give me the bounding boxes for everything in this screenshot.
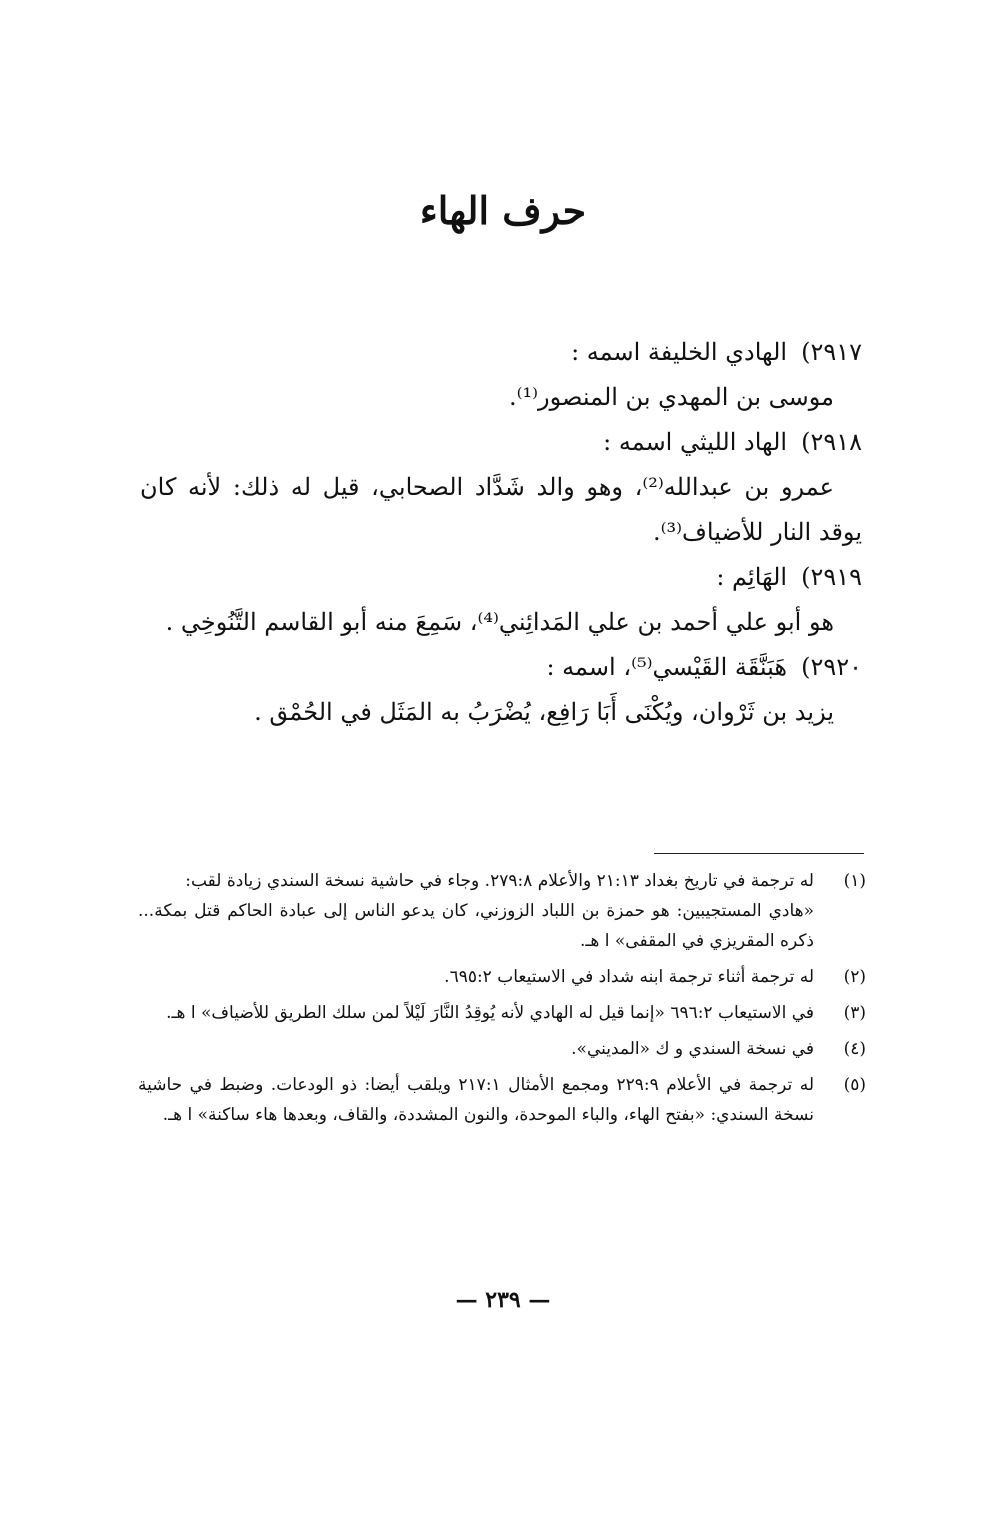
entry-heading-line xyxy=(140,420,862,465)
entry-body: يزيد بن ثَرْوان، ويُكْنَى أَبَا رَافِع، يُضْرَبُ به المَثَل في الحُمْق . xyxy=(254,698,834,726)
footnote-text xyxy=(138,962,814,992)
entry-heading-line xyxy=(140,330,862,375)
entry-body: عمرو بن عبدالله⁽²⁾، وهو والد شَدَّاد الصحابي، قيل له ذلك: لأنه كان يوقد النار للأضياف⁽³⁾. xyxy=(140,473,862,546)
footnote-paragraph: في نسخة السندي و ك «المديني». xyxy=(571,1039,814,1059)
footnote-mark: (١) xyxy=(843,871,866,891)
entry xyxy=(140,555,862,645)
footnote-text xyxy=(138,1034,814,1064)
entry-heading: الهادي الخليفة اسمه : xyxy=(571,338,788,366)
entry-heading: الهاد الليثي اسمه : xyxy=(603,428,788,456)
entry-number: ٢٩١٩) xyxy=(801,563,862,591)
entry-number: ٢٩٢٠) xyxy=(801,653,862,681)
footnote xyxy=(138,1070,866,1130)
entry-heading-line xyxy=(140,555,862,600)
footnote-text xyxy=(138,866,814,956)
footnote xyxy=(138,998,866,1028)
entry xyxy=(140,330,862,420)
footnote-mark: (٢) xyxy=(843,967,866,987)
footnote-mark: (٥) xyxy=(843,1075,866,1095)
footnote-text xyxy=(138,1070,814,1130)
entry-body: هو أبو علي أحمد بن علي المَدائِني⁽⁴⁾، سَمِعَ منه أبو القاسم التَّنُوخِي . xyxy=(165,608,834,636)
entry-heading: الهَائِم : xyxy=(716,563,788,591)
entries-section xyxy=(140,330,862,735)
entry-heading-line xyxy=(140,645,862,690)
footnote-text xyxy=(138,998,814,1028)
entry-number: ٢٩١٧) xyxy=(801,338,862,366)
entry xyxy=(140,420,862,555)
page-number: — ٢٣٩ — xyxy=(455,1287,551,1313)
entry-body: موسى بن المهدي بن المنصور⁽¹⁾. xyxy=(508,383,834,411)
footnotes-section xyxy=(138,866,866,1136)
entry-heading: هَبَنَّقَة القَيْسي⁽⁵⁾، اسمه : xyxy=(546,653,788,681)
footnote-paragraph: له ترجمة في تاريخ بغداد ٢١:١٣ والأعلام ٢٧٩:٨. وجاء في حاشية نسخة السندي زيادة لقب: xyxy=(185,871,814,891)
page-title: حرف الهاء xyxy=(419,188,587,233)
footnote xyxy=(138,1034,866,1064)
footnote-mark: (٤) xyxy=(843,1039,866,1059)
footnote-paragraph: في الاستيعاب ٦٩٦:٢ «إنما قيل له الهادي لأنه يُوقِدُ النَّارَ لَيْلاً لمن سلك الطريق للأضياف» ا هـ. xyxy=(166,1003,814,1023)
footnote xyxy=(138,866,866,956)
entry xyxy=(140,645,862,735)
footnote-paragraph: له ترجمة أثناء ترجمة ابنه شداد في الاستيعاب ٦٩٥:٢. xyxy=(444,967,814,987)
entry-number: ٢٩١٨) xyxy=(801,428,862,456)
footnote-separator xyxy=(654,853,864,854)
footnote-mark: (٣) xyxy=(843,1003,866,1023)
footnote-paragraph: له ترجمة في الأعلام ٢٢٩:٩ ومجمع الأمثال ٢١٧:١ ويلقب أيضا: ذو الودعات. وضبط في حاشية نسخة السندي: «بفتح الهاء، والباء الموحدة، والنون المشددة، والقاف، وبعدها هاء ساكنة» ا هـ. xyxy=(138,1075,815,1125)
footnote-paragraph: «هادي المستجيبين: هو حمزة بن اللباد الزوزني، كان يدعو الناس إلى عبادة الحاكم قتل بمكة... ذكره المقريزي في المقفى» ا هـ. xyxy=(138,901,814,951)
footnote xyxy=(138,962,866,992)
